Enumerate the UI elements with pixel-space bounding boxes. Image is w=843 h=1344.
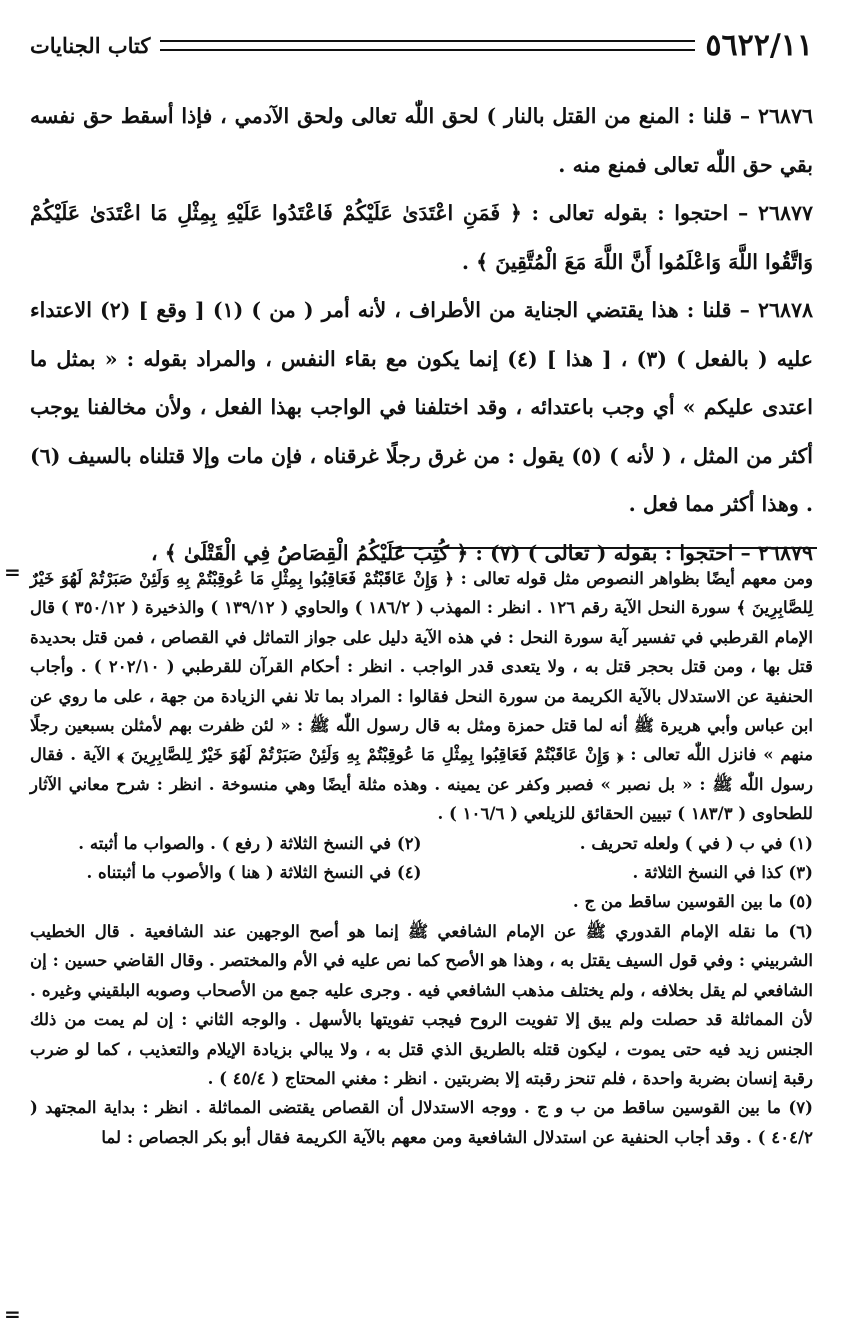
footnote-4: (٤) في النسخ الثلاثة ( هنا ) والأصوب ما أثبتناه . [86,862,422,883]
footnote-6: (٦) ما نقله الإمام القدوري ﷺ عن الإمام الشافعي ﷺ إنما هو أصح الوجهين عند الشافعية . قال الخطيب الشربيني : وفي قول السيف يقتل به ، وهذا هو الأصح كما نص عليه في الأم والمختصر . وقال القاضي حسين : إن الشافعي لم يقل بخلافه ، ولم يختلف مذهب الشافعي فيه . وجرى عليه جمع من الأصحاب وصوبه البلقيني وغيره . لأن المماثلة قد حصلت ولم يبق إلا تفويت الروح فيجب تفويتها بالأسهل . والوجه الثاني : إن لم يمت من ذلك الجنس زيد فيه حتى يموت ، ليكون قتله بالطريق الذي قتل به ، ولا يبالي بزيادة الإيلام والتعذيب ، كما لو ضرب رقبة إنسان بضربة واحدة ، فلم تنحز رقبته إلا بضربتين . انظر : مغني المحتاج ( ٤٥/٤ ) . [30,920,813,1088]
paragraph-text: – احتجوا : بقوله تعالى : ﴿ فَمَنِ اعْتَدَىٰ عَلَيْكُمْ فَاعْتَدُوا عَلَيْهِ بِمِثْلِ مَا اعْتَدَىٰ عَلَيْكُمْ وَاتَّقُوا اللَّهَ وَاعْلَمُوا أَنَّ اللَّهَ مَعَ الْمُتَّقِينَ ﴾ . [30,201,813,274]
footnotes [30,564,813,1152]
paragraph-text: – قلنا : المنع من القتل بالنار ) لحق اللّٰه تعالى ولحق الآدمي ، فإذا أسقط حق نفسه بقي حق اللّٰه تعالى فمنع منه . [30,104,813,177]
header-double-rule [160,40,695,51]
paragraph-text: – احتجوا : بقوله ( تعالى ) (٧) : ﴿ كُتِبَ عَلَيْكُمُ الْقِصَاصُ فِي الْقَتْلَىٰ ﴾ ، [150,540,758,565]
paragraph-number: ٢٦٨٧٦ [757,104,813,128]
footnote-continuation: ومن معهم أيضًا بظواهر النصوص مثل قوله تعالى : ﴿ وَإِنْ عَاقَبْتُمْ فَعَاقِبُوا بِمِثْلِ مَا عُوقِبْتُمْ بِهِ وَلَئِنْ صَبَرْتُمْ لَهُوَ خَيْرٌ لِلصَّابِرِينَ ﴾ سورة النحل الآية رقم ١٢٦ . انظر : المهذب ( ١٨٦/٢ ) والحاوي ( ١٣٩/١٢ ) والذخيرة ( ٣٥٠/١٢ ) قال الإمام القرطبي في تفسير آية سورة النحل : في هذه الآية دليل على جواز التماثل في القصاص ، فمن قتل بحديدة قتل بها ، ومن قتل بحجر قتل به ، ولا يتعدى قدر الواجب . انظر : أحكام القرآن للقرطبي ( ٢٠٢/١٠ ) . وأجاب الحنفية عن الاستدلال بالآية الكريمة من سورة النحل فقالوا : المراد بما تلا نفي الزيادة من جهة ، على ما روي عن ابن عباس وأبي هريرة ﷺ أنه لما قتل حمزة ومثل به قال رسول اللّٰه ﷺ : « لئن ظفرت بهم لأمثلن بسبعين رجلًا منهم » فانزل اللّٰه تعالى : ﴿ وَإِنْ عَاقَبْتُمْ فَعَاقِبُوا بِمِثْلِ مَا عُوقِبْتُمْ بِهِ وَلَئِنْ صَبَرْتُمْ لَهُوَ خَيْرٌ لِلصَّابِرِينَ ﴾ الآية . فقال رسول اللّٰه ﷺ : « بل نصبر » فصبر وكفر عن يمينه . وهذه مثلة أيضًا وهي منسوخة . انظر : شرح معاني الآثار للطحاوى ( ١٨٣/٣ ) تبيين الحقائق للزيلعي ( ١٠٦/٦ ) . [30,568,814,824]
footnote-5: (٥) ما بين القوسين ساقط من ج . [572,891,813,912]
footnote-7: (٧) ما بين القوسين ساقط من ب و ج . ووجه الاستدلال أن القصاص يقتضى المماثلة . انظر : بداية المجتهد ( ٤٠٤/٢ ) . وقد أجاب الحنفية عن استدلال الشافعية ومن معهم بالآية الكريمة فقال أبو بكر الجصاص : لما [30,1097,813,1147]
continuation-mark-top: = [4,560,21,584]
paragraph-number: ٢٦٨٧٧ [757,201,813,225]
page-number: ٥٦٢٢/١١ [705,27,813,63]
continuation-mark-bottom: = [4,1302,21,1326]
footnote-divider [392,547,817,549]
paragraph-26877 [30,189,813,286]
main-text [30,92,813,577]
paragraph-text: – قلنا : هذا يقتضي الجناية من الأطراف ، لأنه أمر ( من ) (١) [ وقع ] (٢) الاعتداء عليه ( بالفعل ) (٣) ، [ هذا ] (٤) إنما يكون مع بقاء النفس ، والمراد بقوله : « بمثل ما اعتدى عليكم » أي وجب باعتدائه ، وقد اختلفنا في الواجب بهذا الفعل ، ولأن مخالفنا يوجب أكثر من المثل ، ( لأنه ) (٥) يقول : من غرق رجلًا غرقناه ، فإن مات وإلا قتلناه بالسيف (٦) . وهذا أكثر مما فعل . [30,298,814,516]
paragraph-26878 [30,286,813,529]
paragraph-number: ٢٦٨٧٩ [757,540,813,565]
footnote-grid [30,829,813,888]
footnote-1: (١) في ب ( في ) ولعله تحريف . [579,832,813,853]
footnote-3: (٣) كذا في النسخ الثلاثة . [632,862,813,883]
footnote-2: (٢) في النسخ الثلاثة ( رفع ) . والصواب ما أثبته . [78,832,422,853]
page-header [30,28,813,62]
paragraph-26876 [30,92,813,189]
paragraph-number: ٢٦٨٧٨ [757,298,813,322]
running-title: كتاب الجنايات [30,32,151,58]
